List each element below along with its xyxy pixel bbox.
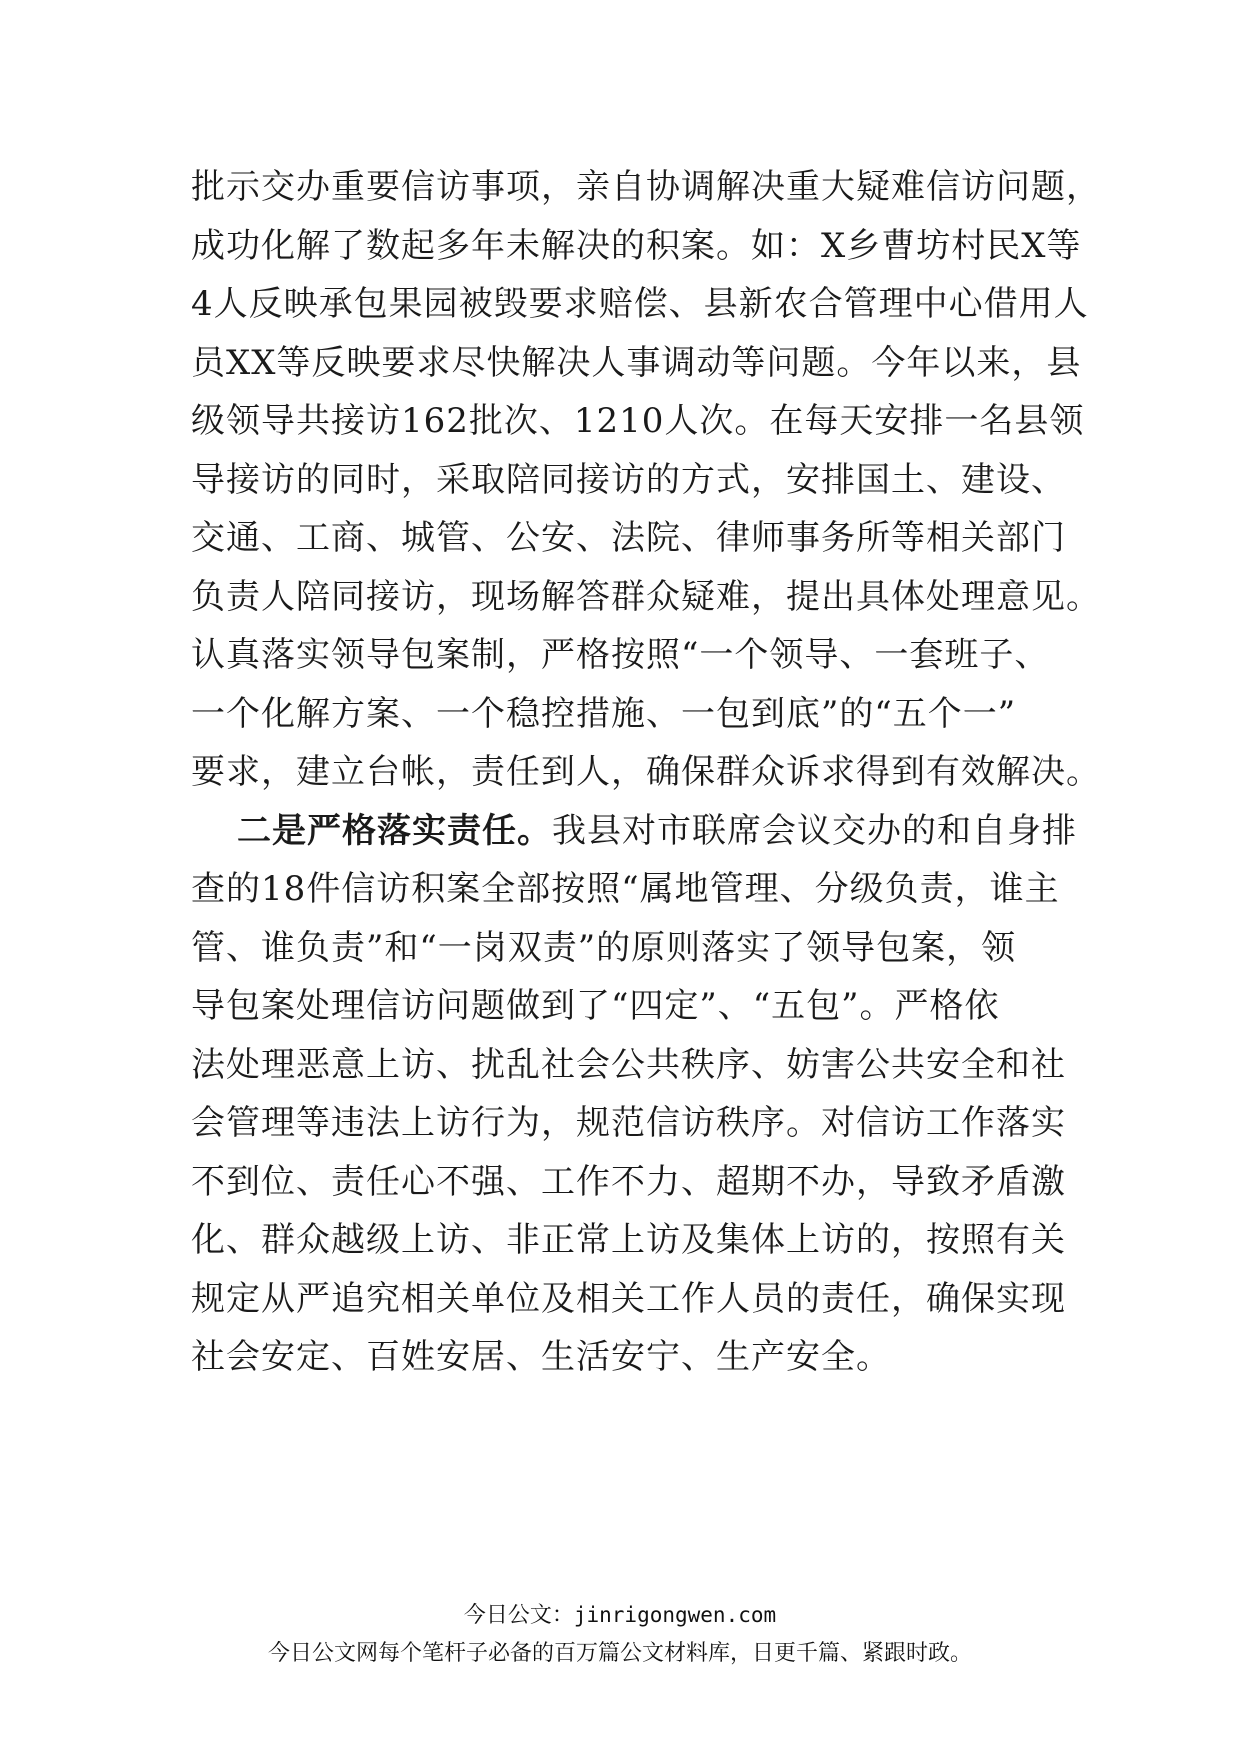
footer-site-line [0,1598,1240,1629]
text-line: 要求，建立台帐，责任到人，确保群众诉求得到有效解决。 [191,752,1101,792]
text-line: 批示交办重要信访事项，亲自协调解决重大疑难信访问题， [191,167,1101,207]
footer-site-label: 今日公文： [463,1603,574,1628]
text-line: 查的18件信访积案全部按照“属地管理、分级负责，谁主 [191,869,1060,909]
text-line: 交通、工商、城管、公安、法院、律师事务所等相关部门 [191,518,1066,558]
text-line: 导包案处理信访问题做到了“四定”、“五包”。严格依 [191,986,1000,1026]
paragraph-2-heading: 二是严格落实责任。 [237,810,552,851]
footer-slogan: 今日公文网每个笔杆子必备的百万篇公文材料库，日更千篇、紧跟时政。 [267,1641,972,1666]
text-line: 员XX等反映要求尽快解决人事调动等问题。今年以来，县 [191,342,1082,383]
text-line: 不到位、责任心不强、工作不力、超期不办，导致矛盾激 [191,1161,1066,1202]
paragraph-2-first-line [191,802,1077,861]
text-line: 导接访的同时，采取陪同接访的方式，安排国土、建设、 [191,459,1066,500]
text-line: 成功化解了数起多年未解决的积案。如：X乡曹坊村民X等 [191,225,1082,266]
text-line: 管、谁负责”和“一岗双责”的原则落实了领导包案，领 [191,927,1017,968]
text-line: 法处理恶意上访、扰乱社会公共秩序、妨害公共安全和社 [191,1044,1066,1085]
paragraph-2 [191,802,1077,1387]
document-body [191,158,1101,1387]
paragraph-1 [191,158,1101,802]
text-line: 级领导共接访162批次、1210人次。在每天安排一名县领 [191,401,1085,441]
footer-site-url: jinrigongwen.com [573,1603,777,1627]
text-line: 会管理等违法上访行为，规范信访秩序。对信访工作落实 [191,1103,1066,1143]
text-line: 负责人陪同接访，现场解答群众疑难，提出具体处理意见。 [191,576,1101,617]
text-line: 社会安定、百姓安居、生活安宁、生产安全。 [191,1337,891,1377]
text-line: 4人反映承包果园被毁要求赔偿、县新农合管理中心借用人 [191,284,1089,324]
text-line: 化、群众越级上访、非正常上访及集体上访的，按照有关 [191,1220,1066,1260]
paragraph-2-first-line-text: 我县对市联席会议交办的和自身排 [552,810,1077,851]
text-line: 规定从严追究相关单位及相关工作人员的责任，确保实现 [191,1278,1066,1319]
text-line: 一个化解方案、一个稳控措施、一包到底”的“五个一” [191,693,1017,734]
text-line: 认真落实领导包案制，严格按照“一个领导、一套班子、 [191,635,1050,675]
